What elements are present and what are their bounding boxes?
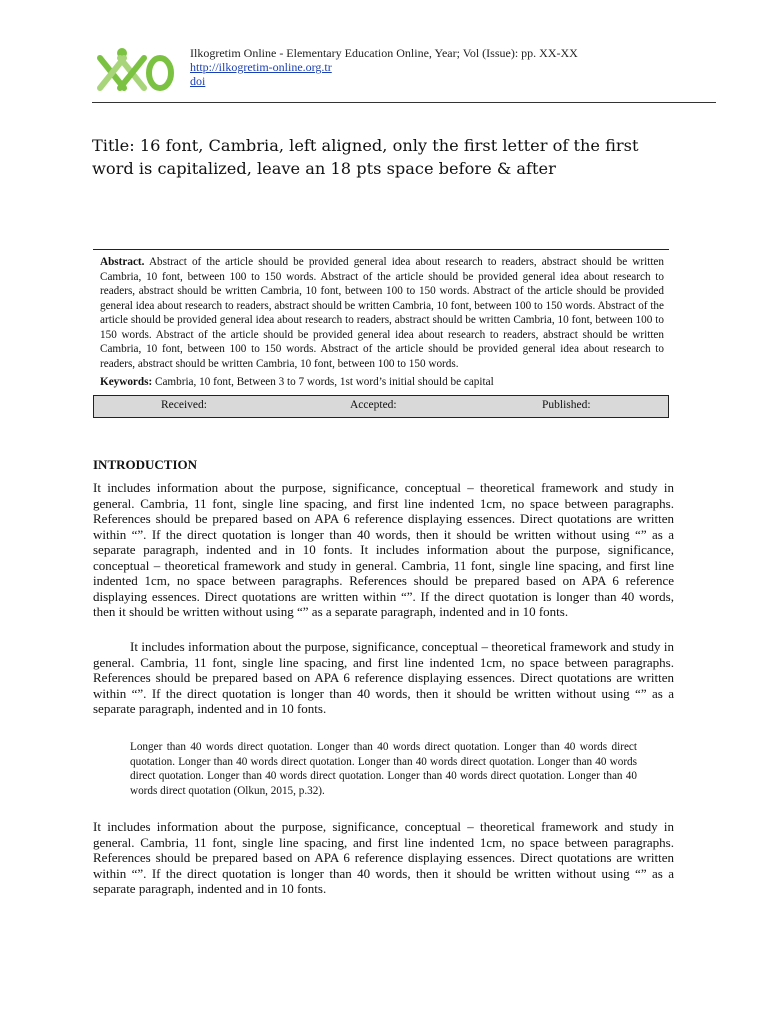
abstract-section xyxy=(93,249,669,418)
block-quotation: Longer than 40 words direct quotation. Longer than 40 words direct quotation. Longer than 40 words direct quotation. Longer than 40 words direct quotation. Longer than 40 words direct quotation. Longer than 40 words direct quotation. Longer than 40 words direct quotation. Longer than 40 words direct quotation. Longer than 40 words direct quotation (Olkun, 2015, p.32). xyxy=(130,741,637,797)
page-header xyxy=(92,40,716,103)
doi-link[interactable]: doi xyxy=(190,74,206,88)
intro-paragraph-2: It includes information about the purpose, significance, conceptual – theoretical framework and study in general. Cambria, 11 font, single line spacing, and first line indented 1cm, no space between paragraphs. References should be prepared based on APA 6 reference displaying essences. Direct quotations are written within “”. If the direct quotation is longer than 40 words, then it should be written without using “” as a separate paragraph, indented and in 10 fonts. xyxy=(93,639,674,716)
keywords-line xyxy=(100,375,664,390)
keywords-label: Keywords: xyxy=(100,376,153,388)
article-title: Title: 16 font, Cambria, left aligned, only the first letter of the first word is capitalized, leave an 18 pts space before & after xyxy=(92,136,639,178)
intro-paragraph-3: It includes information about the purpose, significance, conceptual – theoretical framework and study in general. Cambria, 11 font, single line spacing, and first line indented 1cm, no space between paragraphs. References should be prepared based on APA 6 reference displaying essences. Direct quotations are written within “”. If the direct quotation is longer than 40 words, then it should be written without using “” as a separate paragraph, indented and in 10 fonts. xyxy=(93,819,674,896)
keywords-text: Cambria, 10 font, Between 3 to 7 words, 1st word’s initial should be capital xyxy=(155,376,494,388)
journal-title: Ilkogretim Online - Elementary Education Online, Year; Vol (Issue): pp. XX-XX xyxy=(190,46,578,60)
intro-paragraph-1: It includes information about the purpose, significance, conceptual – theoretical framework and study in general. Cambria, 11 font, single line spacing, and first line indented 1cm, no space between paragraphs. References should be prepared based on APA 6 reference displaying essences. Direct quotations are written within “”. If the direct quotation is longer than 40 words, then it should be written without using “” as a separate paragraph, indented and in 10 fonts. It includes information about the purpose, significance, conceptual – theoretical framework and study in general. Cambria, 11 font, single line spacing, and first line indented 1cm, no space between paragraphs. References should be prepared based on APA 6 reference displaying essences. Direct quotations are written within “”. If the direct quotation is longer than 40 words, then it should be written without using “” as a separate paragraph, indented and in 10 fonts. xyxy=(93,480,674,619)
published-label: Published: xyxy=(542,398,591,411)
introduction-heading: INTRODUCTION xyxy=(93,457,198,472)
ilkogretim-logo-icon xyxy=(94,44,176,92)
abstract-label: Abstract. xyxy=(100,256,145,268)
abstract-paragraph xyxy=(100,255,664,371)
abstract-text: Abstract of the article should be provided general idea about research to readers, abstract should be written Cambria, 10 font, between 100 to 150 words. Abstract of the article should be provided general idea about research to readers, abstract should be written Cambria, 10 font, between 100 to 150 words. Abstract of the article should be provided general idea about research to readers, abstract should be written Cambria, 10 font, between 100 to 150 words. Abstract of the article should be provided general idea about research to readers, abstract should be written Cambria, 10 font, between 100 to 150 words. Abstract of the article should be provided general idea about research to readers, abstract should be written Cambria, 10 font, between 100 to 150 words. Abstract of the article should be provided general idea about research to readers, abstract should be written Cambria, 10 font, between 100 to 150 words. xyxy=(100,256,664,370)
received-label: Received: xyxy=(161,398,207,411)
dates-bar xyxy=(93,395,669,418)
journal-url-link[interactable]: http://ilkogretim-online.org.tr xyxy=(190,60,332,74)
journal-info xyxy=(190,46,578,88)
accepted-label: Accepted: xyxy=(350,398,397,411)
